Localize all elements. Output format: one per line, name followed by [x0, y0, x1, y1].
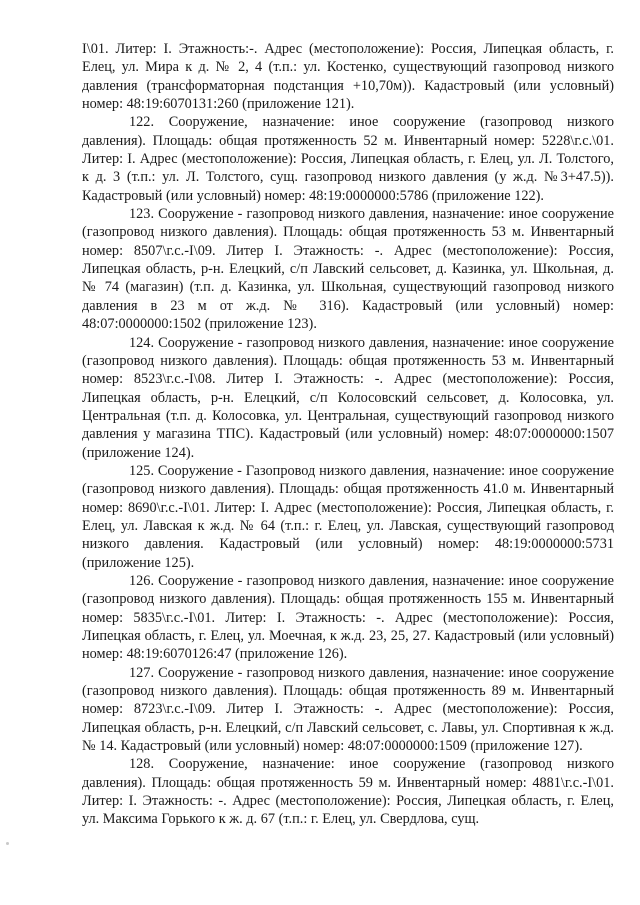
paragraph-124: 124. Сооружение - газопровод низкого давления, назначение: иное сооружение (газопровод низкого давления). Площадь: общая протяженность 53 м. Инвентарный номер: 8523\г.с.-I\08. Литер I. Этажность: -. Адрес (местоположение): Россия, Липецкая область, р-н. Елецкий, с/п Колосовский сельсовет, д. Колосовка, ул. Центральная (т.п. д. Колосовка, ул. Центральная, существующий газопровод низкого давления у магазина ТПС). Кадастровый (или условный) номер: 48:07:0000000:1507 (приложение 124). [82, 334, 614, 461]
paragraph-123: 123. Сооружение - газопровод низкого давления, назначение: иное сооружение (газопровод низкого давления). Площадь: общая протяженность 53 м. Инвентарный номер: 8507\г.с.-I\09. Литер I. Этажность: -. Адрес (местоположение): Россия, Липецкая область, р-н. Елецкий, с/п Лавский сельсовет, д. Казинка, ул. Школьная, д. № 74 (магазин) (т.п. д. Казинка, ул. Школьная, существующий газопровод низкого давления в 23 м от ж.д. № 316). Кадастровый (или условный) номер: 48:07:0000000:1502 (приложение 123). [82, 206, 614, 333]
paragraph-121-continuation: I\01. Литер: I. Этажность:-. Адрес (местоположение): Россия, Липецкая область, г. Елец, ул. Мира к д. № 2, 4 (т.п.: ул. Костенко, существующий газопровод низкого давления (трансформаторная подстанция +10,70м)). Кадастровый (или условный) номер: 48:19:6070131:260 (приложение 121). [82, 41, 614, 113]
paragraph-125: 125. Сооружение - Газопровод низкого давления, назначение: иное сооружение (газопровод низкого давления). Площадь: общая протяженность 41.0 м. Инвентарный номер: 8690\г.с.-I\01. Литер: I. Адрес (местоположение): Россия, Липецкая область, г. Елец, ул. Лавская к ж.д. № 64 (т.п.: г. Елец, ул. Лавская, существующий газопровод низкого давления. Кадастровый (или условный) номер: 48:19:0000000:5731 (приложение 125). [82, 462, 614, 571]
document-page [82, 40, 614, 829]
paragraph-127: 127. Сооружение - газопровод низкого давления, назначение: иное сооружение (газопровод низкого давления). Площадь: общая протяженность 89 м. Инвентарный номер: 8723\г.с.-I\09. Литер I. Этажность: -. Адрес (местоположение): Россия, Липецкая область, р-н. Елецкий, с/п Лавский сельсовет, с. Лавы, ул. Спортивная к ж.д. № 14. Кадастровый (или условный) номер: 48:07:0000000:1509 (приложение 127). [82, 664, 614, 755]
paragraph-126: 126. Сооружение - газопровод низкого давления, назначение: иное сооружение (газопровод низкого давления). Площадь: общая протяженность 155 м. Инвентарный номер: 5835\г.с.-I\01. Литер: I. Этажность: -. Адрес (местоположение): Россия, Липецкая область, г. Елец, ул. Моечная, к ж.д. 23, 25, 27. Кадастровый (или условный) номер: 48:19:6070126:47 (приложение 126). [82, 572, 614, 663]
scan-speck [6, 842, 9, 845]
paragraph-122: 122. Сооружение, назначение: иное сооружение (газопровод низкого давления). Площадь: общая протяженность 52 м. Инвентарный номер: 5228\г.с.\01. Литер: I. Адрес (местоположение): Россия, Липецкая область, г. Елец, ул. Л. Толстого, к д. 3 (т.п.: ул. Л. Толстого, сущ. газопровод низкого давления (у ж.д. №3+47.5)). Кадастровый (или условный) номер: 48:19:0000000:5786 (приложение 122). [82, 114, 614, 204]
paragraph-128: 128. Сооружение, назначение: иное сооружение (газопровод низкого давления). Площадь: общая протяженность 59 м. Инвентарный номер: 4881\г.с.-I\01. Литер: I. Этажность: -. Адрес (местоположение): Россия, Липецкая область, г. Елец, ул. Максима Горького к ж. д. 67 (т.п.: г. Елец, ул. Свердлова, сущ. [82, 756, 614, 828]
